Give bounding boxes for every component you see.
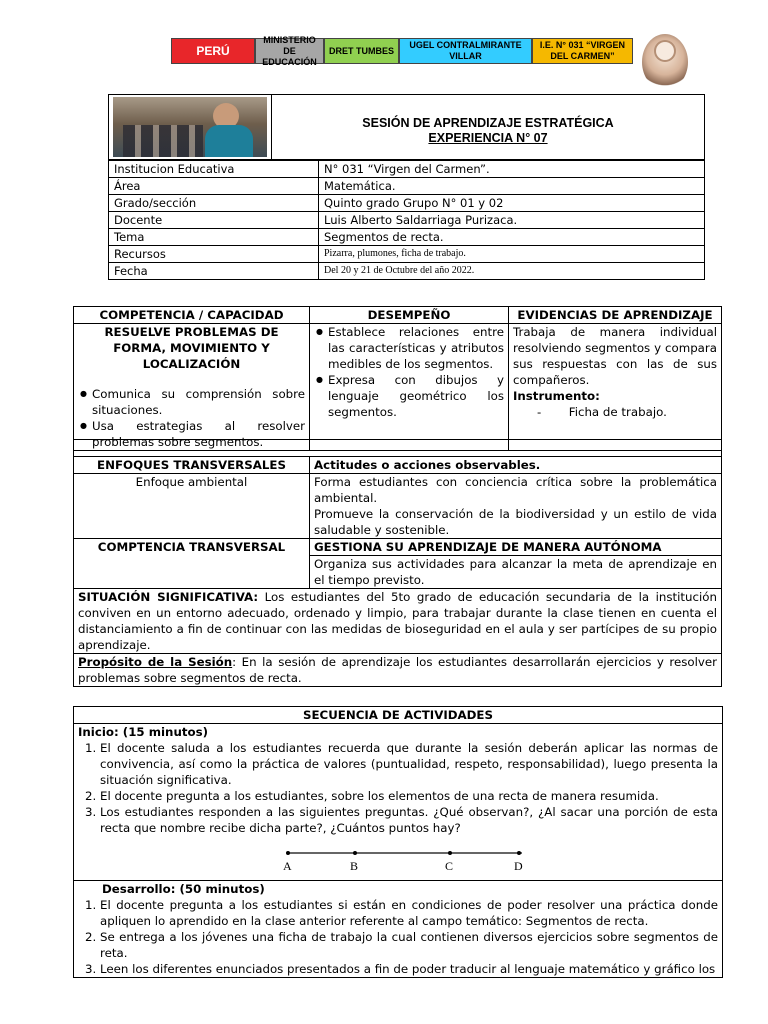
row-docente xyxy=(109,212,705,229)
actitud-1: Forma estudiantes con conciencia crítica sobre la problemática ambiental. xyxy=(314,475,717,505)
peru-badge: PERÚ xyxy=(171,38,255,64)
value-fecha: Del 20 y 21 de Octubre del año 2022. xyxy=(319,263,705,280)
evidencias-cell xyxy=(509,324,722,451)
row-area xyxy=(109,178,705,195)
proposito-text: : En la sesión de aprendizaje los estudiantes desarrollarán ejercicios y resolver problemas sobre segmentos de recta. xyxy=(78,655,717,685)
actitud-2: Promueve la conservación de la biodiversidad y un estilo de vida saludable y sostenible. xyxy=(314,507,717,537)
segment-figure xyxy=(78,836,718,880)
point-a-label: A xyxy=(283,859,292,873)
competence-name: RESUELVE PROBLEMAS DE FORMA, MOVIMIENTO Y LOCALIZACIÓN xyxy=(104,325,279,371)
desarrollo-item: 1. El docente pregunta a los estudiantes si están en condiciones de poder resolver una práctica donde apliquen lo aprendido en la clase anterior referente al campo temático: Segmentos de recta. xyxy=(100,897,718,929)
header-competencia: COMPETENCIA / CAPACIDAD xyxy=(74,307,310,324)
row-recursos xyxy=(109,246,705,263)
point-c-label: C xyxy=(445,859,454,873)
row-grado xyxy=(109,195,705,212)
header-evidencias: EVIDENCIAS DE APRENDIZAJE xyxy=(509,307,722,324)
inicio-title: Inicio: (15 minutos) xyxy=(78,725,209,739)
capacity-item: ● Comunica su comprensión sobre situaciones. xyxy=(92,386,305,418)
point-b-dot xyxy=(353,851,357,855)
value-institucion: N° 031 “Virgen del Carmen”. xyxy=(319,161,705,178)
secuencia-header: SECUENCIA DE ACTIVIDADES xyxy=(74,707,723,724)
point-b-label: B xyxy=(350,859,359,873)
label-docente: Docente xyxy=(109,212,319,229)
performance-item: ● Expresa con dibujos y lenguaje geométrico los segmentos. xyxy=(328,372,504,420)
inicio-cell xyxy=(74,724,723,881)
ministerio-badge: MINISTERIO DE EDUCACIÓN xyxy=(255,38,324,64)
proposito-sesion xyxy=(74,654,722,687)
spacer-row xyxy=(74,440,722,457)
classroom-photo xyxy=(113,97,267,157)
proposito-label: Propósito de la Sesión xyxy=(78,655,233,669)
session-title: SESIÓN DE APRENDIZAJE ESTRATÉGICA xyxy=(362,116,614,130)
desarrollo-cell xyxy=(74,881,723,978)
label-fecha: Fecha xyxy=(109,263,319,280)
situacion-label: SITUACIÓN SIGNIFICATIVA: xyxy=(78,590,259,604)
row-institucion xyxy=(109,161,705,178)
enfoques-header: ENFOQUES TRANSVERSALES xyxy=(74,457,310,474)
situacion-text: Los estudiantes del 5to grado de educación secundaria de la institución conviven en un entorno adecuado, ordenado y limpio, para trabajar durante la clase tienen en cuenta el distanciamiento a fin de continuar con las medidas de bioseguridad en el aula y ser partícipes de su propio aprendizaje. xyxy=(78,590,717,652)
label-institucion: Institucion Educativa xyxy=(109,161,319,178)
desarrollo-title: Desarrollo: (50 minutos) xyxy=(102,882,265,896)
instrument-label: Instrumento: xyxy=(513,389,600,403)
desarrollo-item: 2. Se entrega a los jóvenes una ficha de trabajo la cual contienen diversos ejercicios sobre segmentos de reta. xyxy=(100,929,718,961)
secuencia-table xyxy=(73,706,723,978)
inicio-item: 1. El docente saluda a los estudiantes recuerda que durante la sesión deberán aplicar las normas de convivencia, así como la práctica de valores (puntualidad, respeto, responsabilidad), luego presenta la situación significativa. xyxy=(100,740,718,788)
label-grado: Grado/sección xyxy=(109,195,319,212)
label-area: Área xyxy=(109,178,319,195)
enfoque-name: Enfoque ambiental xyxy=(74,474,310,539)
value-recursos: Pizarra, plumones, ficha de trabajo. xyxy=(319,246,705,263)
value-tema: Segmentos de recta. xyxy=(319,229,705,246)
session-photo-cell xyxy=(109,95,272,160)
evidence-text: Trabaja de manera individual resolviendo segmentos y compara sus respuestas con las de sus compañeros. xyxy=(513,325,717,387)
enfoques-table xyxy=(73,439,722,687)
point-d-label: D xyxy=(514,859,523,873)
competencia-transversal-label: COMPTENCIA TRANSVERSAL xyxy=(74,539,310,589)
session-title-cell xyxy=(272,95,705,160)
virgin-seal-image xyxy=(642,34,688,90)
value-area: Matemática. xyxy=(319,178,705,195)
ugel-badge: UGEL CONTRALMIRANTE VILLAR xyxy=(399,38,532,64)
dret-badge: DRET TUMBES xyxy=(324,38,399,64)
ie-badge: I.E. N° 031 “VIRGEN DEL CARMEN” xyxy=(532,38,633,64)
inicio-item: 2. El docente pregunta a los estudiantes, sobre los elementos de una recta de manera resumida. xyxy=(100,788,718,804)
performance-item: ● Establece relaciones entre las características y atributos medibles de los segmentos. xyxy=(328,324,504,372)
value-grado: Quinto grado Grupo N° 01 y 02 xyxy=(319,195,705,212)
desempeno-cell xyxy=(310,324,509,451)
competencia-transversal-title: GESTIONA SU APRENDIZAJE DE MANERA AUTÓNOMA xyxy=(310,539,722,556)
row-tema xyxy=(109,229,705,246)
actitudes-cell xyxy=(310,474,722,539)
point-a-dot xyxy=(286,851,290,855)
row-fecha xyxy=(109,263,705,280)
situacion-significativa xyxy=(74,589,722,654)
capacity-item: ● Usa estrategias al resolver problemas sobre segmentos. xyxy=(92,418,305,450)
point-d-dot xyxy=(517,851,521,855)
actitudes-header: Actitudes o acciones observables. xyxy=(310,457,722,474)
session-subtitle: EXPERIENCIA N° 07 xyxy=(428,131,548,145)
instrument-dash: - xyxy=(537,405,542,419)
desarrollo-item: 3. Leen los diferentes enunciados presentados a fin de poder traducir al lenguaje matemático y gráfico los xyxy=(100,961,718,977)
competencia-transversal-text: Organiza sus actividades para alcanzar la meta de aprendizaje en el tiempo previsto. xyxy=(310,556,722,589)
label-tema: Tema xyxy=(109,229,319,246)
point-c-dot xyxy=(448,851,452,855)
instrument-value: Ficha de trabajo. xyxy=(568,405,667,419)
competencia-cell xyxy=(74,324,310,451)
header-desempeno: DESEMPEÑO xyxy=(310,307,509,324)
competencia-table xyxy=(73,306,722,451)
value-docente: Luis Alberto Saldarriaga Purizaca. xyxy=(319,212,705,229)
inicio-item: 3. Los estudiantes responden a las siguientes preguntas. ¿Qué observan?, ¿Al sacar una porción de esta recta que nombre recibe dicha parte?, ¿Cuántos puntos hay? xyxy=(100,804,718,836)
session-details-table xyxy=(108,160,705,280)
session-info-table xyxy=(108,94,705,160)
label-recursos: Recursos xyxy=(109,246,319,263)
segment-line-svg xyxy=(78,836,718,880)
